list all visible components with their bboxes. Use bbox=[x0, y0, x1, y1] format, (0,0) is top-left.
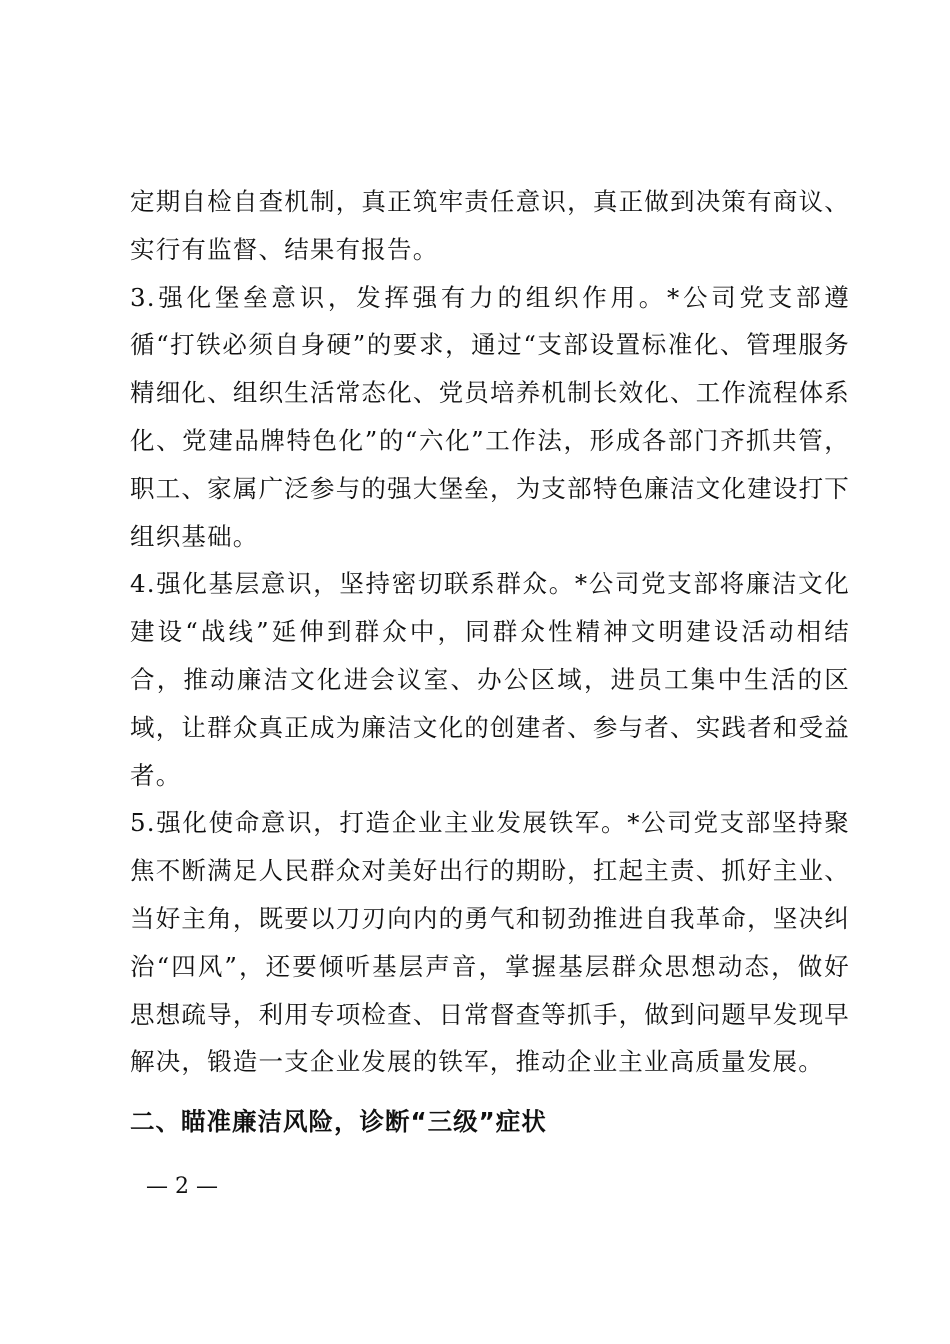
section-heading: 二、瞄准廉洁风险，诊断“三级”症状 bbox=[130, 1107, 547, 1136]
paragraph-4: 4.强化基层意识，坚持密切联系群众。*公司党支部将廉洁文化建设“战线”延伸到群众中，同群众性精神文明建设活动相结合，推动廉洁文化进会议室、办公区域，进员工集中生活的区域，让群众真正成为廉洁文化的创建者、参与者、实践者和受益者。 bbox=[130, 569, 850, 790]
page-number: — 2 — bbox=[146, 1174, 218, 1199]
paragraph-continued: 定期自检自查机制，真正筑牢责任意识，真正做到决策有商议、实行有监督、结果有报告。 bbox=[130, 187, 850, 264]
body-text bbox=[130, 178, 850, 1086]
paragraph-5: 5.强化使命意识，打造企业主业发展铁军。*公司党支部坚持聚焦不断满足人民群众对美好出行的期盼，扛起主责、抓好主业、当好主角，既要以刀刃向内的勇气和韧劲推进自我革命，坚决纠治“四风”，还要倾听基层声音，掌握基层群众思想动态，做好思想疏导，利用专项检查、日常督查等抓手，做到问题早发现早解决，锻造一支企业发展的铁军，推动企业主业高质量发展。 bbox=[130, 808, 850, 1077]
paragraph-3: 3.强化堡垒意识，发挥强有力的组织作用。*公司党支部遵循“打铁必须自身硬”的要求，通过“支部设置标准化、管理服务精细化、组织生活常态化、党员培养机制长效化、工作流程体系化、党建品牌特色化”的“六化”工作法，形成各部门齐抓共管，职工、家属广泛参与的强大堡垒，为支部特色廉洁文化建设打下组织基础。 bbox=[130, 282, 850, 551]
